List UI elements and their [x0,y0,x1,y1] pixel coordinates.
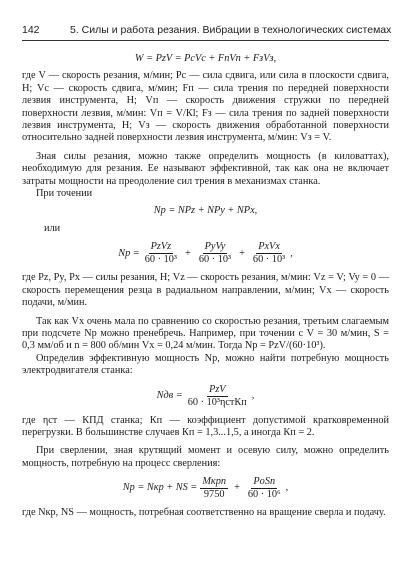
paragraph-feed: Так как Vx очень мала по сравнению со скоростью резания, третьим слагаемым при подсчете Nр можно пренебречь. Например, при точении с V = 30 м/мин, S = 0,3 мм/об и n = 800 об/мин Vx = 0,24 м/мин. Тогда Nр = PzV/(60·10³). [22,315,389,352]
paragraph-turning: При точении [36,188,93,200]
page-header [22,24,392,41]
plus-sign: + [239,247,245,259]
plus-sign: + [185,247,191,259]
fraction-denominator: 9750 [203,489,225,501]
fraction-denominator: 60 · 10³ηстКп [187,396,247,408]
paragraph-definitions-3: где ηст — КПД станка; Кп — коэффициент допустимой кратковременной перегрузки. В большинстве случаев Кп = 1,3...1,5, а иногда Кп = 2. [22,414,389,438]
formula-end: , [290,247,293,259]
page-body [22,48,389,520]
formula-work: W = PzV = PcVc + FпVп + FзVз, [134,53,277,64]
fraction-numerator: PoSn [253,476,276,488]
formula-end: , [285,482,289,494]
fraction-numerator: PyVy [204,241,226,253]
fraction-numerator: PzVz [150,241,172,253]
fraction-ndv [186,384,249,409]
formula-ndv-lhs: Nдв = [156,389,183,401]
label-or: или [44,222,61,234]
paragraph-drilling: При сверлении, зная крутящий момент и осевую силу, можно определить мощность, потребную на процесс сверления: [22,445,389,469]
fraction-drill-2 [246,476,283,501]
formula-drilling-lhs: Nр = Nкр + NS = [122,482,198,494]
fraction-drill-1 [200,476,228,501]
paragraph-definitions-4: где Nкр, NS — мощность, потребная соответственно на вращение сверла и подачу. [22,507,386,519]
fraction-denominator: 60 · 10³ [252,254,286,266]
fraction-numerator: Mкрn [202,476,227,488]
fraction-denominator: 60 · 10⁶ [247,489,281,501]
formula-np-lhs: Nр = [118,247,140,259]
paragraph-power: Зная силы резания, можно также определить мощность (в киловаттах), необходимую для резания. Ее называют эффективной, так как она не включает затраты мощности на преодоление сил трения в механизмах станка. [22,150,389,187]
formula-end: , [251,389,255,401]
fraction-numerator: PzV [208,383,226,395]
fraction-numerator: PxVx [258,241,280,253]
fraction-denominator: 60 · 10³ [144,254,178,266]
formula-np-fractions [22,241,389,266]
formula-ndv [22,384,389,409]
paragraph-motor-intro: Определив эффективную мощность Nр, можно найти потребную мощность электродвигателя станка: [22,352,389,377]
formula-np-sum: Nр = NPz + NPy + NPx, [153,205,258,217]
chapter-title: 5. Силы и работа резания. Вибрации в технологических системах [70,24,392,36]
formula-drilling [22,476,389,501]
paragraph-definitions-2: где Pz, Py, Px — силы резания, Н; Vz — скорость резания, м/мин: Vz = V; Vy = 0 — скорость перемещения резца в радиальном направлении, м/мин; Vx — скорость подачи, м/мин. [22,272,389,309]
fraction-term-3 [251,241,287,266]
plus-sign: + [234,482,240,494]
fraction-term-2 [197,241,233,266]
fraction-term-1 [143,241,179,266]
page-number: 142 [22,24,40,36]
paragraph-definitions-1: где V — скорость резания, м/мин; Pc — сила сдвига, или сила в плоскости сдвига, Н; Vc — скорость сдвига, м/мин; Fп — сила трения по передней поверхности лезвия инструмента, Н; Vп — скорость движения стружки по передней поверхности лезвия, м/мин: Vп = V/Кl; Fз — сила трения по задней поверхности лезвия инструмента, Н; Vз — скорость движения обработанной поверхности относительно задней поверхности лезвия инструмента, м/мин: Vз = V. [22,70,389,144]
fraction-denominator: 60 · 10³ [198,254,232,266]
